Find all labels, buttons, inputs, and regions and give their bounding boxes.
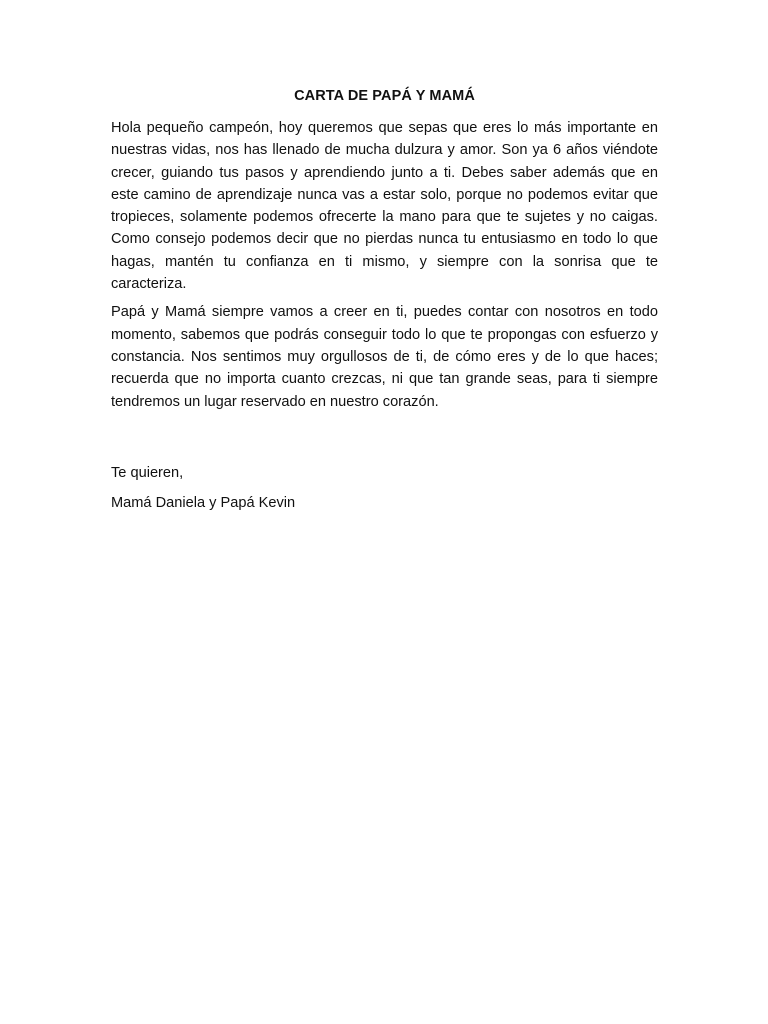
letter-closing: Te quieren, [111, 464, 184, 481]
letter-paragraph-1: Hola pequeño campeón, hoy queremos que sepas que eres lo más importante en nuestras vidas, nos has llenado de mucha dulzura y amor. Son ya 6 años viéndote crecer, guiando tus pasos y aprendiendo junto a ti. Debes saber además que en este camino de aprendizaje nunca vas a estar solo, porque no podemos evitar que tropieces, solamente podemos ofrecerte la mano para que te sujetes y no caigas. Como consejo podemos decir que no pierdas nunca tu entusiasmo en todo lo que hagas, mantén tu confianza en ti mismo, y siempre con la sonrisa que te caracteriza. [111, 120, 658, 293]
letter-title: CARTA DE PAPÁ Y MAMÁ [294, 88, 475, 104]
letter-signature: Mamá Daniela y Papá Kevin [111, 494, 296, 511]
letter-paragraph-2: Papá y Mamá siempre vamos a creer en ti, puedes contar con nosotros en todo momento, sabemos que podrás conseguir todo lo que te propongas con esfuerzo y constancia. Nos sentimos muy orgullosos de ti, de cómo eres y de lo que haces; recuerda que no importa cuanto crezcas, ni que tan grande seas, para ti siempre tendremos un lugar reservado en nuestro corazón. [111, 304, 658, 410]
letter-body [111, 86, 658, 514]
